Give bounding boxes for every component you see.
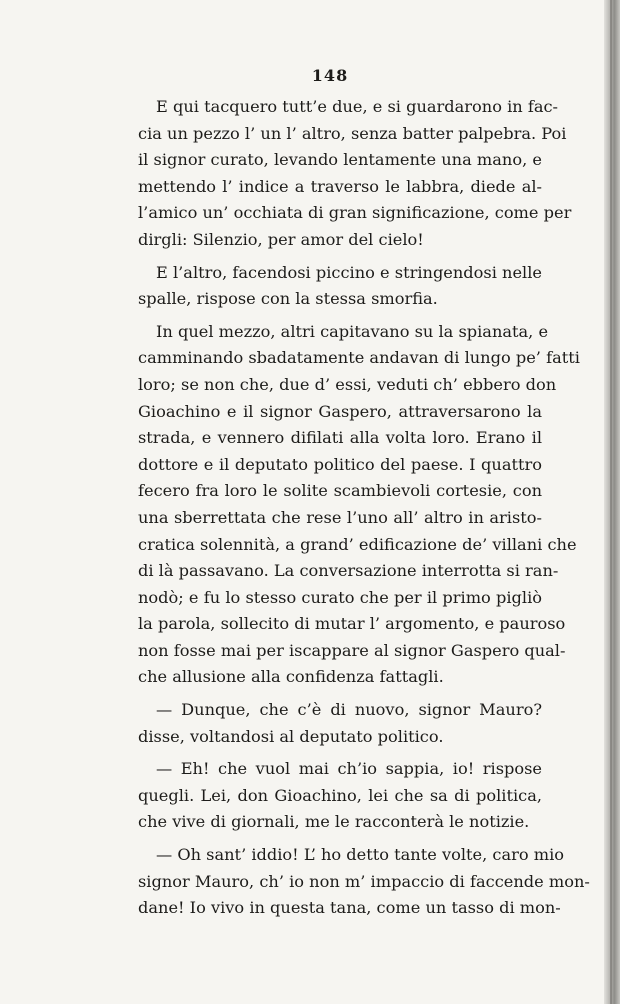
- text-line: una sberrettata che rese l’uno all’ altro in aristo-: [138, 507, 542, 527]
- page-number: 148: [311, 66, 349, 85]
- text-line: dottore e il deputato politico del paese. I quattro: [138, 454, 542, 474]
- paragraph: [138, 260, 542, 313]
- text-line: il signor curato, levando lentamente una mano, e: [138, 150, 542, 170]
- text-line: disse, voltandosi al deputato politico.: [138, 726, 444, 746]
- text-line: che vive di giornali, me le racconterà le notizie.: [138, 812, 530, 832]
- paragraph: [138, 756, 542, 836]
- text-line: cratica solennità, a grand’ edificazione de’ villani che: [138, 534, 577, 554]
- text-line: dirgli: Silenzio, per amor del cielo!: [138, 229, 424, 249]
- text-line: cia un pezzo l’ un l’ altro, senza batter palpebra. Poi: [138, 123, 567, 143]
- page-edge-line: [610, 0, 612, 1004]
- paragraph: [138, 697, 542, 750]
- text-line: Gioachino e il signor Gaspero, attraversarono la: [138, 401, 542, 421]
- paragraph: [138, 94, 572, 254]
- page-edge-shadow: [604, 0, 620, 1004]
- body-text: [138, 94, 590, 922]
- text-line: spalle, rispose con la stessa smorfia.: [138, 289, 438, 309]
- paragraph: [138, 842, 590, 922]
- text-line: E l’altro, facendosi piccino e stringendosi nelle: [156, 262, 542, 282]
- text-line: fecero fra loro le solite scambievoli cortesie, con: [138, 481, 542, 501]
- text-line: che allusione alla confidenza fattagli.: [138, 667, 444, 687]
- text-line: E qui tacquero tutt’e due, e si guardarono in fac-: [156, 97, 559, 116]
- text-line: nodò; e fu lo stesso curato che per il primo pigliò: [138, 587, 542, 607]
- text-line: — Eh! che vuol mai ch’io sappia, io! rispose: [156, 759, 542, 779]
- text-line: — Oh sant’ iddio! L’ ho detto tante volte, caro mio: [156, 845, 565, 865]
- text-line: dane! Io vivo in questa tana, come un tasso di mon-: [138, 898, 561, 918]
- text-line: l’amico un’ occhiata di gran significazione, come per: [138, 203, 572, 223]
- text-line: la parola, sollecito di mutar l’ argomento, e pauroso: [138, 614, 566, 634]
- text-line: quegli. Lei, don Gioachino, lei che sa di politica,: [138, 785, 542, 805]
- text-line: signor Mauro, ch’ io non m’ impaccio di faccende mon-: [138, 871, 590, 891]
- text-line: camminando sbadatamente andavan di lungo pe’ fatti: [138, 348, 580, 368]
- text-line: mettendo l’ indice a traverso le labbra, diede al-: [138, 176, 542, 196]
- text-line: loro; se non che, due d’ essi, veduti ch’ ebbero don: [138, 374, 557, 394]
- text-line: strada, e vennero difilati alla volta loro. Erano il: [138, 428, 542, 448]
- paragraph: [138, 319, 580, 691]
- text-line: In quel mezzo, altri capitavano su la spianata, e: [156, 321, 549, 341]
- text-line: — Dunque, che c’è di nuovo, signor Mauro?: [156, 700, 542, 720]
- text-line: non fosse mai per iscappare al signor Gaspero qual-: [138, 640, 566, 660]
- text-line: di là passavano. La conversazione interrotta si ran-: [138, 561, 559, 581]
